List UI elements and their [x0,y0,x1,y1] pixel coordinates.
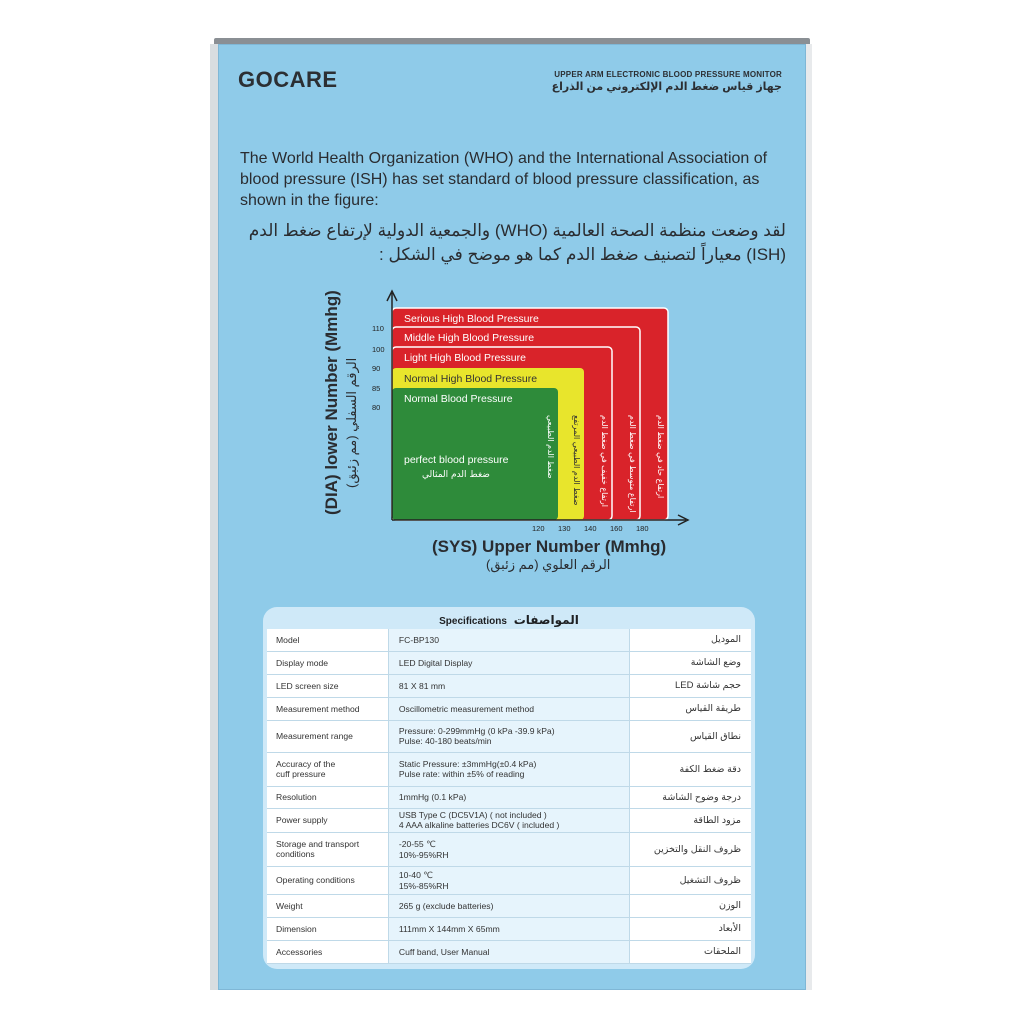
zone-label: Serious High Blood Pressure [404,313,539,325]
spec-label-ar: الأبعاد [629,917,751,940]
x-axis-label: (SYS) Upper Number (Mmhg) [432,537,667,556]
box-right-edge [806,44,812,990]
x-tick-label: 140 [584,524,597,533]
product-title-en: UPPER ARM ELECTRONIC BLOOD PRESSURE MONITOR [554,70,782,79]
x-tick-label: 180 [636,524,649,533]
perfect-label: perfect blood pressure [404,454,509,466]
zone-label-ar: ضغط الدم الطبيعي [546,415,555,479]
spec-row [267,917,751,940]
spec-value: 265 g (exclude batteries) [388,894,629,917]
y-tick-label: 110 [372,324,384,333]
spec-label-ar: نطاق القياس [629,720,751,752]
zone-label: Middle High Blood Pressure [404,332,535,344]
spec-label: Operating conditions [267,866,388,894]
y-axis-label: (DIA) lower Number (Mmhg) [322,290,341,515]
spec-title-en: Specifications [439,616,507,627]
x-tick-label: 130 [558,524,571,533]
spec-label: Display mode [267,651,388,674]
zone-label-ar: ارتفاع متوسط في ضغط الدم [628,415,637,513]
spec-value: 81 X 81 mm [388,674,629,697]
spec-row [267,720,751,752]
spec-row [267,808,751,832]
zone-label: Normal Blood Pressure [404,393,513,405]
spec-label-ar: الوزن [629,894,751,917]
spec-label-ar: مزود الطاقة [629,808,751,832]
spec-table [267,629,751,964]
spec-value: LED Digital Display [388,651,629,674]
spec-row [267,786,751,808]
intro-text-ar: لقد وضعت منظمة الصحة العالمية (WHO) والجمعية الدولية لإرتفاع ضغط الدم (ISH) معياراً لتصنيف ضغط الدم كما هو موضح في الشكل : [248,221,786,264]
spec-label: Accuracy of the cuff pressure [267,752,388,786]
spec-value: -20-55 ℃ 10%-95%RH [388,832,629,866]
x-axis-label-ar: الرقم العلوي (مم زئبق) [486,557,611,572]
y-axis-label-ar: الرقم السفلي (مم زئبق) [344,357,359,488]
spec-row [267,752,751,786]
spec-value: Pressure: 0-299mmHg (0 kPa -39.9 kPa) Pulse: 40-180 beats/min [388,720,629,752]
spec-label-ar: الملحقات [629,940,751,963]
spec-label-ar: وضع الشاشة [629,651,751,674]
spec-label-ar: طريقة القياس [629,697,751,720]
zone-label-ar: ضغط الدم الطبيعي المرتفع [572,415,581,506]
spec-label: Storage and transport conditions [267,832,388,866]
spec-value: 10-40 ℃ 15%-85%RH [388,866,629,894]
spec-value: 111mm X 144mm X 65mm [388,917,629,940]
spec-label: Measurement method [267,697,388,720]
brand-logo: GOCARE [238,67,338,92]
spec-label-ar: ظروف النقل والتخزين [629,832,751,866]
spec-value: 1mmHg (0.1 kPa) [388,786,629,808]
product-title-ar: جهاز قياس ضغط الدم الإلكتروني من الذراع [551,81,782,93]
spec-label-ar: درجة وضوح الشاشة [629,786,751,808]
y-tick-label: 80 [372,403,381,412]
spec-value: Oscillometric measurement method [388,697,629,720]
zone-label-ar: ارتفاع خفيف في ضغط الدم [600,415,609,507]
spec-row [267,674,751,697]
spec-label-ar: الموديل [629,629,751,651]
spec-label: Power supply [267,808,388,832]
spec-label: Model [267,629,388,651]
spec-label: Accessories [267,940,388,963]
spec-row [267,832,751,866]
spec-row [267,697,751,720]
spec-label: Weight [267,894,388,917]
zone-label: Normal High Blood Pressure [404,373,538,385]
y-tick-label: 100 [372,345,385,354]
spec-label: LED screen size [267,674,388,697]
spec-label-ar: ظروف التشغيل [629,866,751,894]
zone-label: Light High Blood Pressure [404,352,526,364]
spec-row [267,940,751,963]
spec-value: Static Pressure: ±3mmHg(±0.4 kPa) Pulse rate: within ±5% of reading [388,752,629,786]
spec-label-ar: دقة ضغط الكفة [629,752,751,786]
y-tick-label: 90 [372,364,381,373]
intro-text-en: The World Health Organization (WHO) and the International Association of blood pressure (ISH) has set standard of blood pressure classification, as shown in the figure: [240,150,768,209]
spec-row [267,894,751,917]
spec-value: FC-BP130 [388,629,629,651]
zone-label-ar: ارتفاع حاد في ضغط الدم [656,415,665,499]
perfect-label-ar: ضغط الدم المثالي [422,470,490,480]
spec-value: Cuff band, User Manual [388,940,629,963]
spec-label: Measurement range [267,720,388,752]
specifications-panel [263,607,755,969]
spec-title-ar: المواصفات [513,613,579,627]
spec-value: USB Type C (DC5V1A) ( not included ) 4 AAA alkaline batteries DC6V ( included ) [388,808,629,832]
spec-row [267,651,751,674]
spec-label: Resolution [267,786,388,808]
box-side-edge [210,44,218,990]
spec-row [267,629,751,651]
y-tick-label: 85 [372,384,381,393]
spec-title [263,613,755,627]
x-tick-label: 120 [532,524,545,533]
x-tick-label: 160 [610,524,623,533]
spec-label: Dimension [267,917,388,940]
spec-label-ar: حجم شاشة LED [629,674,751,697]
spec-row [267,866,751,894]
